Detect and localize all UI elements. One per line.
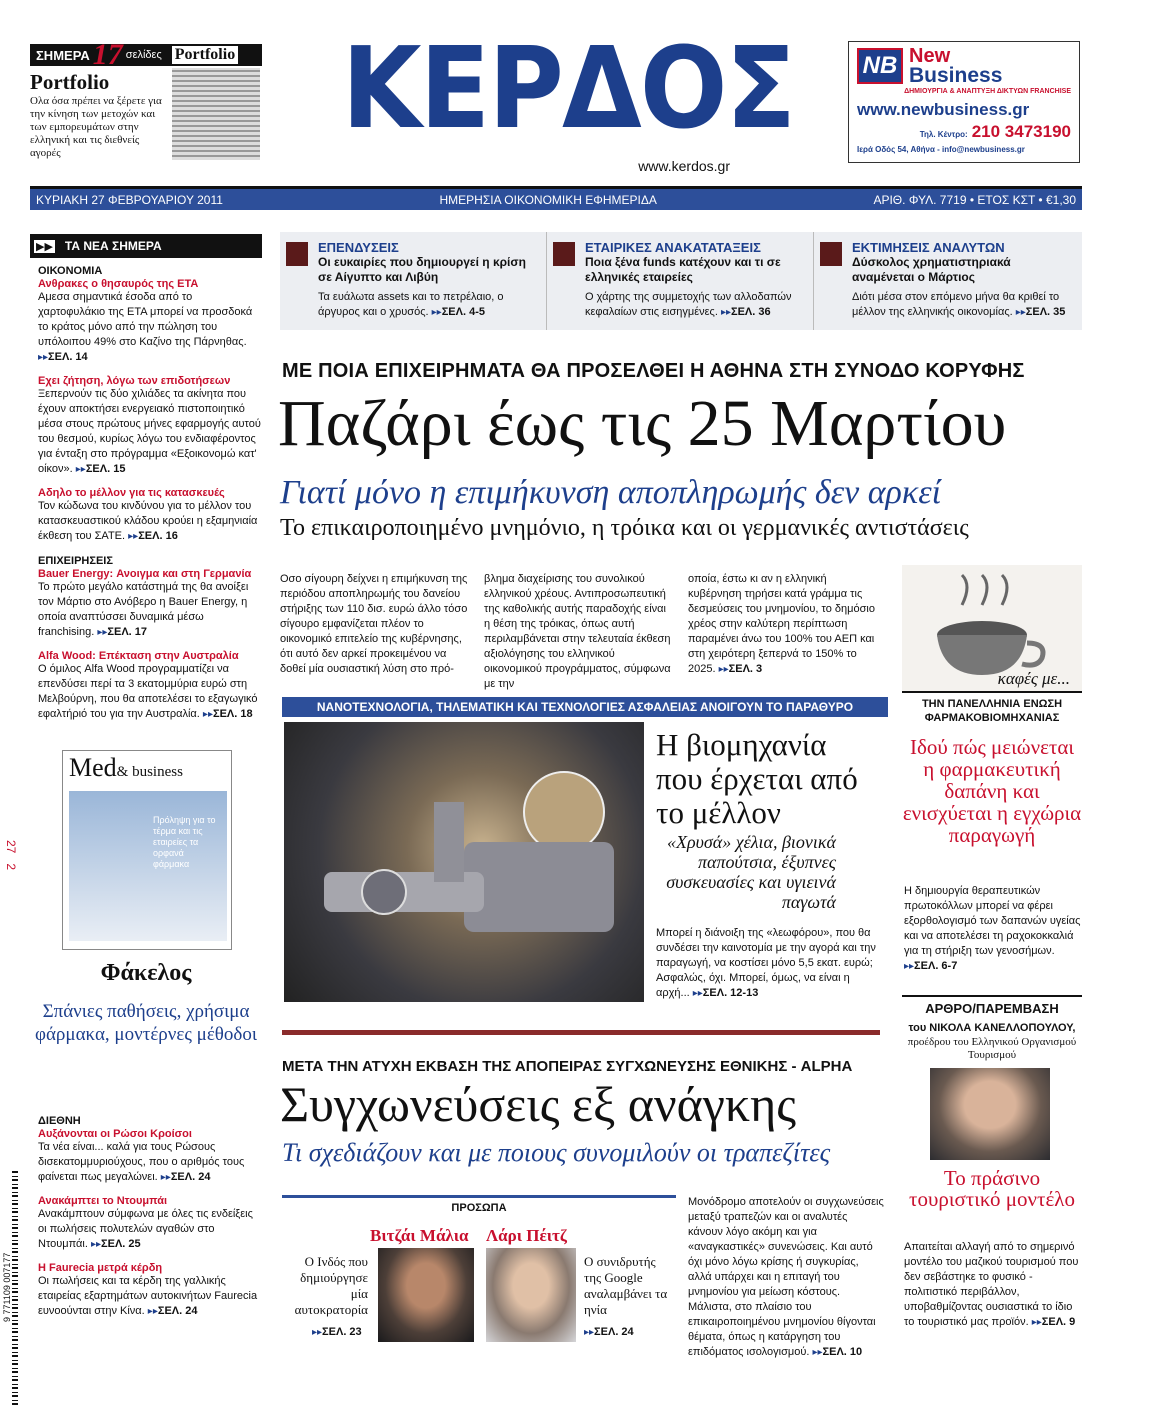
news-item[interactable] — [30, 554, 262, 640]
paper-type: ΗΜΕΡΗΣΙΑ ΟΙΚΟΝΟΜΙΚΗ ΕΦΗΜΕΡΙΔΑ — [439, 192, 657, 207]
teaser-marker-icon — [820, 242, 842, 266]
teaser-text: Τα ευάλωτα assets και το πετρέλαιο, ο άργυρος και ο χρυσός. ▸▸ ΣΕΛ. 4-5 — [318, 290, 540, 320]
coffee-caption: καφές με... — [997, 669, 1070, 688]
masthead — [318, 24, 818, 174]
person-name: Βιτζάι Μάλια — [370, 1226, 469, 1245]
promo-today: ΣΗΜΕΡΑ — [36, 47, 90, 63]
ad-phone-label: Τηλ. Κέντρο: — [919, 130, 968, 139]
ad-url[interactable]: www.newbusiness.gr — [857, 100, 1030, 119]
opinion-section: ΑΡΘΡΟ/ΠΑΡΕΜΒΑΣΗ — [902, 995, 1082, 1016]
person-photo — [486, 1248, 576, 1342]
opinion-headline[interactable]: Το πράσινο τουριστικό μοντέλο — [909, 1166, 1075, 1211]
opinion-author: του ΝΙΚΟΛΑ ΚΑΝΕΛΛΟΠΟΥΛΟΥ, — [908, 1022, 1076, 1034]
merger-headline[interactable]: Συγχωνεύσεις εξ ανάγκης — [280, 1076, 797, 1132]
news-today-header — [30, 234, 262, 258]
person-name: Λάρι Πέιτζ — [486, 1226, 567, 1245]
tech-photo[interactable] — [284, 722, 644, 1002]
teaser-category: ΕΤΑΙΡΙΚΕΣ ΑΝΑΚΑΤΑΤΑΞΕΙΣ — [585, 240, 761, 255]
margin-marks: 27 2 — [4, 840, 18, 871]
teaser[interactable] — [547, 232, 814, 330]
med-title: Φάκελος — [100, 960, 192, 986]
ad-logo-icon: NB — [857, 48, 903, 84]
lead-col-3: οποία, έστω κι αν η ελληνική κυβέρνηση τηρήσει κατά γράμμα τις δεσμεύσεις του μνημονίου, το δημόσιο χρέος στην καλύτερη περίπτωση παραμένει άνω του 100% του ΑΕΠ και στη χειρότερη ξεπερνά το 150% το 2025. ▸▸ ΣΕΛ. 3 — [688, 572, 878, 692]
merger-subhead: Τι σχεδιάζουν και με ποιους συνομιλούν οι τραπεζίτες — [282, 1138, 831, 1167]
med-cover — [62, 750, 232, 950]
issue-info: ΑΡΙΘ. ΦΥΛ. 7719 • ΕΤΟΣ ΚΣΤ • €1,30 — [873, 192, 1076, 207]
person-page-ref: ▸▸ ΣΕΛ. 23 — [312, 1326, 362, 1338]
med-brand-sub: & business — [116, 764, 183, 780]
pharma-headline[interactable]: Ιδού πώς μειώνεται η φαρμακευτική δαπάνη και ενισχύεται η εγχώρια παραγωγή — [902, 735, 1082, 847]
ad-brand-business: Business — [909, 64, 1003, 87]
med-cover-image — [69, 791, 227, 941]
news-text: Αμεσα σημαντικά έσοδα από το χαρτοφυλάκιο της ΕΤΑ μπορεί να προσδοκά το κράτος μόνο από την πώληση του υπόλοιπου 49% στο Καζίνο της Πάρνηθας. ▸▸ ΣΕΛ. 14 — [30, 290, 262, 365]
med-subtitle: Σπάνιες παθήσεις, χρήσιμα φάρμακα, μοντέρνες μέθοδοι — [35, 1001, 257, 1045]
med-business-promo[interactable] — [58, 750, 258, 960]
teaser-headline: Ποια ξένα funds κατέχουν και τι σε ελληνικές εταιρείες — [585, 255, 781, 284]
tech-subhead: «Χρυσά» χέλια, βιονικά παπούτσια, έξυπνες συσκευασίες και υγιεινά παγωτά — [666, 832, 836, 912]
opinion-author-role: προέδρου του Ελληνικού Οργανισμού Τουρισμού — [907, 1036, 1077, 1061]
teaser-marker-icon — [286, 242, 308, 266]
person-page-ref: ▸▸ ΣΕΛ. 24 — [584, 1326, 634, 1338]
tech-bar: ΝΑΝΟΤΕΧΝΟΛΟΓΙΑ, ΤΗΛΕΜΑΤΙΚΗ ΚΑΙ ΤΕΧΝΟΛΟΓΙΕΣ ΑΣΦΑΛΕΙΑΣ ΑΝΟΙΓΟΥΝ ΤΟ ΠΑΡΑΘΥΡΟ — [282, 697, 888, 717]
person-card[interactable] — [282, 1248, 478, 1346]
lead-subhead-2: Το επικαιροποιημένο μνημόνιο, η τρόικα και οι γερμανικές αντιστάσεις — [280, 515, 969, 541]
teaser[interactable] — [814, 232, 1082, 330]
news-category: ΕΠΙΧΕΙΡΗΣΕΙΣ — [38, 555, 113, 567]
news-item[interactable] — [30, 650, 262, 722]
merger-rule — [282, 1030, 880, 1035]
masthead-title: ΚΕΡΔΟΣ — [341, 24, 795, 154]
opinion-author-photo — [930, 1068, 1050, 1160]
date-bar — [30, 186, 1082, 210]
lab-equipment-icon — [284, 722, 644, 1002]
news-text: Ανακάμπτουν σύμφωνα με όλες τις ενδείξεις οι πωλήσεις πολυτελών αγαθών στο Ντουμπάι. ▸▸ ΣΕΛ. 25 — [30, 1207, 262, 1252]
news-headline: Ανθρακες ο θησαυρός της ΕΤΑ — [38, 278, 199, 290]
news-headline: Ανακάμπτει το Ντουμπάι — [38, 1195, 168, 1207]
news-headline: Εχει ζήτηση, λόγω των επιδοτήσεων — [38, 375, 231, 387]
news-text: Τον κώδωνα του κινδύνου για το μέλλον του κατασκευαστικού κλάδου κρούει η εξαμηνιαία έκθεση του ΣΑΤΕ. ▸▸ ΣΕΛ. 16 — [30, 499, 262, 544]
double-arrow-icon: ▶▶ — [36, 240, 53, 253]
news-item[interactable] — [30, 264, 262, 365]
coffee-column-image[interactable] — [902, 565, 1082, 693]
teaser-text: Διότι μέσα στον επόμενο μήνα θα κριθεί το μέλλον της ελληνικής οικονομίας. ▸▸ ΣΕΛ. 35 — [852, 290, 1076, 320]
people-box — [282, 1195, 676, 1345]
pharma-kicker: ΤΗΝ ΠΑΝΕΛΛΗΝΙΑ ΕΝΩΣΗ ΦΑΡΜΑΚΟΒΙΟΜΗΧΑΝΙΑΣ — [921, 698, 1063, 724]
news-item[interactable] — [30, 1114, 262, 1185]
news-headline: Η Faurecia μετρά κέρδη — [38, 1262, 163, 1274]
lead-body — [280, 572, 880, 692]
lead-subhead: Γιατί μόνο η επιμήκυνση αποπληρωμής δεν αρκεί — [280, 474, 942, 511]
news-item[interactable] — [30, 1195, 262, 1252]
news-item[interactable] — [30, 487, 262, 544]
teaser-text: Ο χάρτης της συμμετοχής των αλλοδαπών κεφαλαίων στις εισηγμένες. ▸▸ ΣΕΛ. 36 — [585, 290, 807, 320]
tech-headline[interactable]: Η βιομηχανία που έρχεται από το μέλλον — [656, 727, 858, 830]
promo-bar — [30, 38, 262, 71]
news-text: Ο όμιλος Alfa Wood προγραμματίζει να επενδύσει περί τα 3 εκατομμύρια ευρώ στη Μελβούρνη, που θα αποτελέσει το εξαγωγικό εφαλτήριό του για την Αυστραλία. ▸▸ ΣΕΛ. 18 — [30, 662, 262, 722]
lead-kicker: ΜΕ ΠΟΙΑ ΕΠΙΧΕΙΡΗΜΑΤΑ ΘΑ ΠΡΟΣΕΛΘΕΙ Η ΑΘΗΝΑ ΣΤΗ ΣΥΝΟΔΟ ΚΟΡΥΦΗΣ — [282, 360, 1025, 382]
lead-headline[interactable]: Παζάρι έως τις 25 Μαρτίου — [278, 387, 1007, 460]
promo-thumb-title: Portfolio — [172, 46, 238, 64]
teaser[interactable] — [280, 232, 547, 330]
merger-text: Μονόδρομο αποτελούν οι συγχωνεύσεις μεταξύ τραπεζών και οι αναλυτές κάνουν λόγο ακόμη και για «αναγκαστικές» συνενώσεις. Και αυτό όχι μόνο λόγω κρίσης ή συγκυρίας, αλλά υπάρχει και η επιταγή του μνημονίου για μείωση κόστους. Μάλιστα, στο πλαίσιο του επικαιροποιημένου μνημονίου θίγονται θέματα, όπως η κατάργηση του επιδόματος ισολογισμού. ▸▸ ΣΕΛ. 10 — [688, 1195, 884, 1360]
teaser-marker-icon — [553, 242, 575, 266]
pharma-text: Η δημιουργία θεραπευτικών πρωτοκόλλων μπορεί να φέρει εξορθολογισμό των δαπανών υγείας και να αποτελέσει τη ραχοκοκκαλιά για τη στήριξη των γενοσήμων. ▸▸ ΣΕΛ. 6-7 — [904, 884, 1082, 974]
promo-box[interactable] — [30, 38, 262, 162]
left-column — [30, 234, 262, 732]
med-cover-text: Πρόληψη για το τέρμα και τις εταιρείες τα ορφανά φάρμακα — [153, 815, 216, 869]
teasers-row — [280, 232, 1082, 330]
teaser-category: ΕΠΕΝΔΥΣΕΙΣ — [318, 240, 399, 255]
date: ΚΥΡΙΑΚΗ 27 ΦΕΒΡΟΥΑΡΙΟΥ 2011 — [36, 192, 223, 207]
barcode — [2, 1170, 18, 1405]
promo-thumbnail — [172, 68, 260, 160]
lead-col-2: βλημα διαχείρισης του συνολικού ελληνικού χρέους. Αντιπροσωπευτική της καθολικής αυτής παραδοχής είναι η θέση της τρόικας, όπως αυτή περιλαμβάνεται στην τελευταία έκθεση αξιολόγησης του ελληνικού οικονομικού προγράμματος, σύμφωνα με την — [484, 573, 671, 690]
promo-pages-label: σελίδες — [125, 49, 162, 61]
teaser-headline: Οι ευκαιρίες που δημιουργεί η κρίση σε Αίγυπτο και Λιβύη — [318, 255, 526, 284]
person-text: Ο συνιδρυτής της Google αναλαμβάνει τα ηνία — [584, 1254, 668, 1317]
promo-title: Portfolio — [30, 70, 110, 94]
med-brand: Med — [69, 753, 117, 782]
news-headline: Αδηλο το μέλλον για τις κατασκευές — [38, 487, 225, 499]
news-text: Το πρώτο μεγάλο κατάστημά της θα ανοίξει τον Μάρτιο στο Ανόβερο η Bauer Energy, η οποία αναπτύσσει δυναμικά μέσω franchising. ▸▸ ΣΕΛ. 17 — [30, 580, 262, 640]
news-item[interactable] — [30, 1262, 262, 1319]
merger-kicker: ΜΕΤΑ ΤΗΝ ΑΤΥΧΗ ΕΚΒΑΣΗ ΤΗΣ ΑΠΟΠΕΙΡΑΣ ΣΥΓΧΩΝΕΥΣΗΣ ΕΘΝΙΚΗΣ - ALPHA — [282, 1058, 853, 1075]
promo-pages-num: 17 — [92, 38, 123, 71]
news-item[interactable] — [30, 375, 262, 477]
news-headline: Bauer Energy: Ανοιγμα και στη Γερμανία — [38, 568, 252, 580]
ad-new-business[interactable] — [848, 41, 1080, 163]
person-photo — [378, 1248, 474, 1342]
barcode-number: 9 771109 007177 — [2, 1170, 12, 1405]
opinion-text: Απαιτείται αλλαγή από το σημερινό μοντέλο του μαζικού τουρισμού που δεν σεβάστηκε το φυσικό - πολιτιστικό περιβάλλον, υποβαθμίζοντας ουσιαστικά το ίδιο το τουριστικό μας προϊόν. ▸▸ ΣΕΛ. 9 — [904, 1240, 1080, 1330]
lead-col-1: Οσο σίγουρη δείχνει η επιμήκυνση της περιόδου αποπληρωμής του δανείου στήριξης των 110 δισ. ευρώ άλλο τόσο σίγουρο εμφανίζεται πλέον το οικονομικό επιτελείο της κυβέρνησης, ότι αυτό δεν αρκεί προκειμένου να δοθεί μία ουσιαστική λύση στο πρό- — [280, 573, 468, 675]
news-headline: Alfa Wood: Επέκταση στην Αυστραλία — [38, 650, 239, 662]
news-text: Τα νέα είναι... καλά για τους Ρώσους δισεκατομμυριούχους, που ο αριθμός τους φαίνεται πως μεγαλώνει. ▸▸ ΣΕΛ. 24 — [30, 1140, 262, 1185]
news-today-title: ΤΑ ΝΕΑ ΣΗΜΕΡΑ — [64, 239, 162, 253]
news-category: ΟΙΚΟΝΟΜΙΑ — [38, 265, 103, 277]
ad-phone: 210 3473190 — [971, 122, 1071, 141]
person-text: Ο Ινδός που δημιούργησε μία αυτοκρατορία — [294, 1254, 368, 1317]
ad-brand-new: New — [909, 45, 951, 67]
news-text: Οι πωλήσεις και τα κέρδη της γαλλικής εταιρείας εξαρτημάτων αυτοκινήτων Faurecia ευνοούνται στην Κίνα. ▸▸ ΣΕΛ. 24 — [30, 1274, 262, 1319]
ad-address: Ιερά Οδός 54, Αθήνα - info@newbusiness.gr — [857, 145, 1025, 154]
masthead-url[interactable]: www.kerdos.gr — [638, 158, 730, 174]
teaser-headline: Δύσκολος χρηματιστηριακά αναμένεται ο Μάρτιος — [852, 255, 1011, 284]
news-headline: Αυξάνονται οι Ρώσοι Κροίσοι — [38, 1128, 192, 1140]
news-category: ΔΙΕΘΝΗ — [38, 1115, 81, 1127]
news-text: Ξεπερνούν τις δύο χιλιάδες τα ακίνητα που έχουν αποκτήσει ενεργειακό πιστοποιητικό μέσα στους πρώτους μήνες εφαρμογής αυτού του θεσμού, κυρίως λόγω του ενδιαφέροντος για ένταξη στο πρόγραμμα «Εξοικονομώ κατ' οίκον». ▸▸ ΣΕΛ. 15 — [30, 387, 262, 477]
ad-tagline: ΔΗΜΙΟΥΡΓΙΑ & ΑΝΑΠΤΥΞΗ ΔΙΚΤΥΩΝ FRANCHISE — [904, 88, 1071, 95]
people-section: ΠΡΟΣΩΠΑ — [451, 1202, 507, 1214]
teaser-category: ΕΚΤΙΜΗΣΕΙΣ ΑΝΑΛΥΤΩΝ — [852, 240, 1005, 255]
promo-text: Ολα όσα πρέπει να ξέρετε για την κίνηση των μετοχών και των εμπορευμάτων στην ελληνική και τις διεθνείς αγορές — [30, 95, 162, 159]
left-column-intl — [30, 1114, 262, 1329]
tech-text: Μπορεί η διάνοιξη της «λεωφόρου», που θα συνδέσει την καινοτομία με την αγορά και την παραγωγή, να κοστίσει μόνο 5,5 εκατ. ευρώ; Ασφαλώς, όχι. Μπορεί, όμως, να είναι η αρχή... ▸▸ ΣΕΛ. 12-13 — [656, 926, 878, 1001]
person-card[interactable] — [486, 1248, 676, 1346]
